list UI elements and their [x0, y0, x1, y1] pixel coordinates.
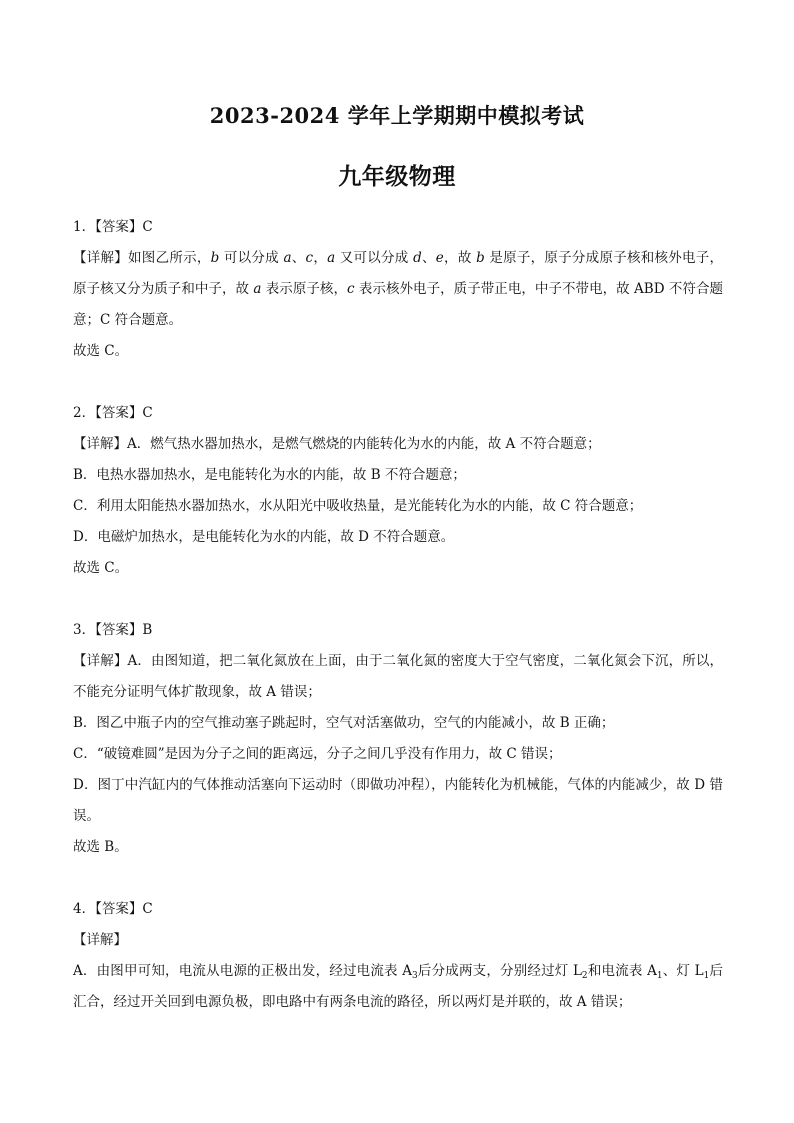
q1-detail: 【详解】如图乙所示，b 可以分成 a、c，a 又可以分成 d、e，故 b 是原子，原子分成原子核和核外电子，原子核又分为质子和中子，故 a 表示原子核，c 表示核外电子，质子带正电，中子不带电，故 ABD 不符合题意；C 符合题意。 — [73, 250, 724, 328]
q4-detail-line: A．由图甲可知，电流从电源的正极出发，经过电流表 $A_3$后分成两支，分别经过灯 $L_2$和电流表 $A_1$、灯 $L_1$后汇合，经过开关回到电源负极，即电路中有两条电流的路径，所以两灯是并联的，故 A 错误； — [73, 963, 723, 1010]
exam-subtitle: 九年级物理 — [338, 163, 456, 190]
q2-conclusion: 故选 C。 — [73, 560, 129, 576]
spacer — [73, 584, 723, 615]
spacer — [73, 863, 723, 894]
q4-answer: 4．【答案】C — [73, 901, 153, 917]
q2-detail-line: B．电热水器加热水，是电能转化为水的内能，故 B 不符合题意； — [73, 467, 466, 483]
q2-answer: 2．【答案】C — [73, 405, 153, 421]
q1-answer: 1．【答案】C — [73, 219, 153, 235]
q4-detail-label: 【详解】 — [73, 932, 127, 948]
q3-answer: 3．【答案】B — [73, 622, 153, 638]
q2-detail-line: 【详解】A．燃气热水器加热水，是燃气燃烧的内能转化为水的内能，故 A 不符合题意； — [73, 436, 601, 452]
q2-detail-line: C．利用太阳能热水器加热水，水从阳光中吸收热量，是光能转化为水的内能，故 C 符合题意； — [73, 498, 643, 514]
q3-detail-line: C．“破镜难圆”是因为分子之间的距离远，分子之间几乎没有作用力，故 C 错误； — [73, 746, 562, 762]
answer-content — [73, 212, 723, 1018]
q3-detail-line: B．图乙中瓶子内的空气推动塞子跳起时，空气对活塞做功，空气的内能减小，故 B 正确； — [73, 715, 615, 731]
q1-conclusion: 故选 C。 — [73, 343, 129, 359]
spacer — [73, 367, 723, 398]
q2-detail-line: D．电磁炉加热水，是电能转化为水的内能，故 D 不符合题意。 — [73, 529, 455, 545]
q3-detail-line: 【详解】A．由图知道，把二氧化氮放在上面，由于二氧化氮的密度大于空气密度，二氧化氮会下沉，所以，不能充分证明气体扩散现象，故 A 错误； — [73, 653, 723, 700]
exam-title: 2023-2024 学年上学期期中模拟考试 — [209, 103, 585, 128]
q3-conclusion: 故选 B。 — [73, 839, 128, 855]
q3-detail-line: D．图丁中汽缸内的气体推动活塞向下运动时（即做功冲程），内能转化为机械能，气体的内能减少，故 D 错误。 — [73, 777, 723, 824]
